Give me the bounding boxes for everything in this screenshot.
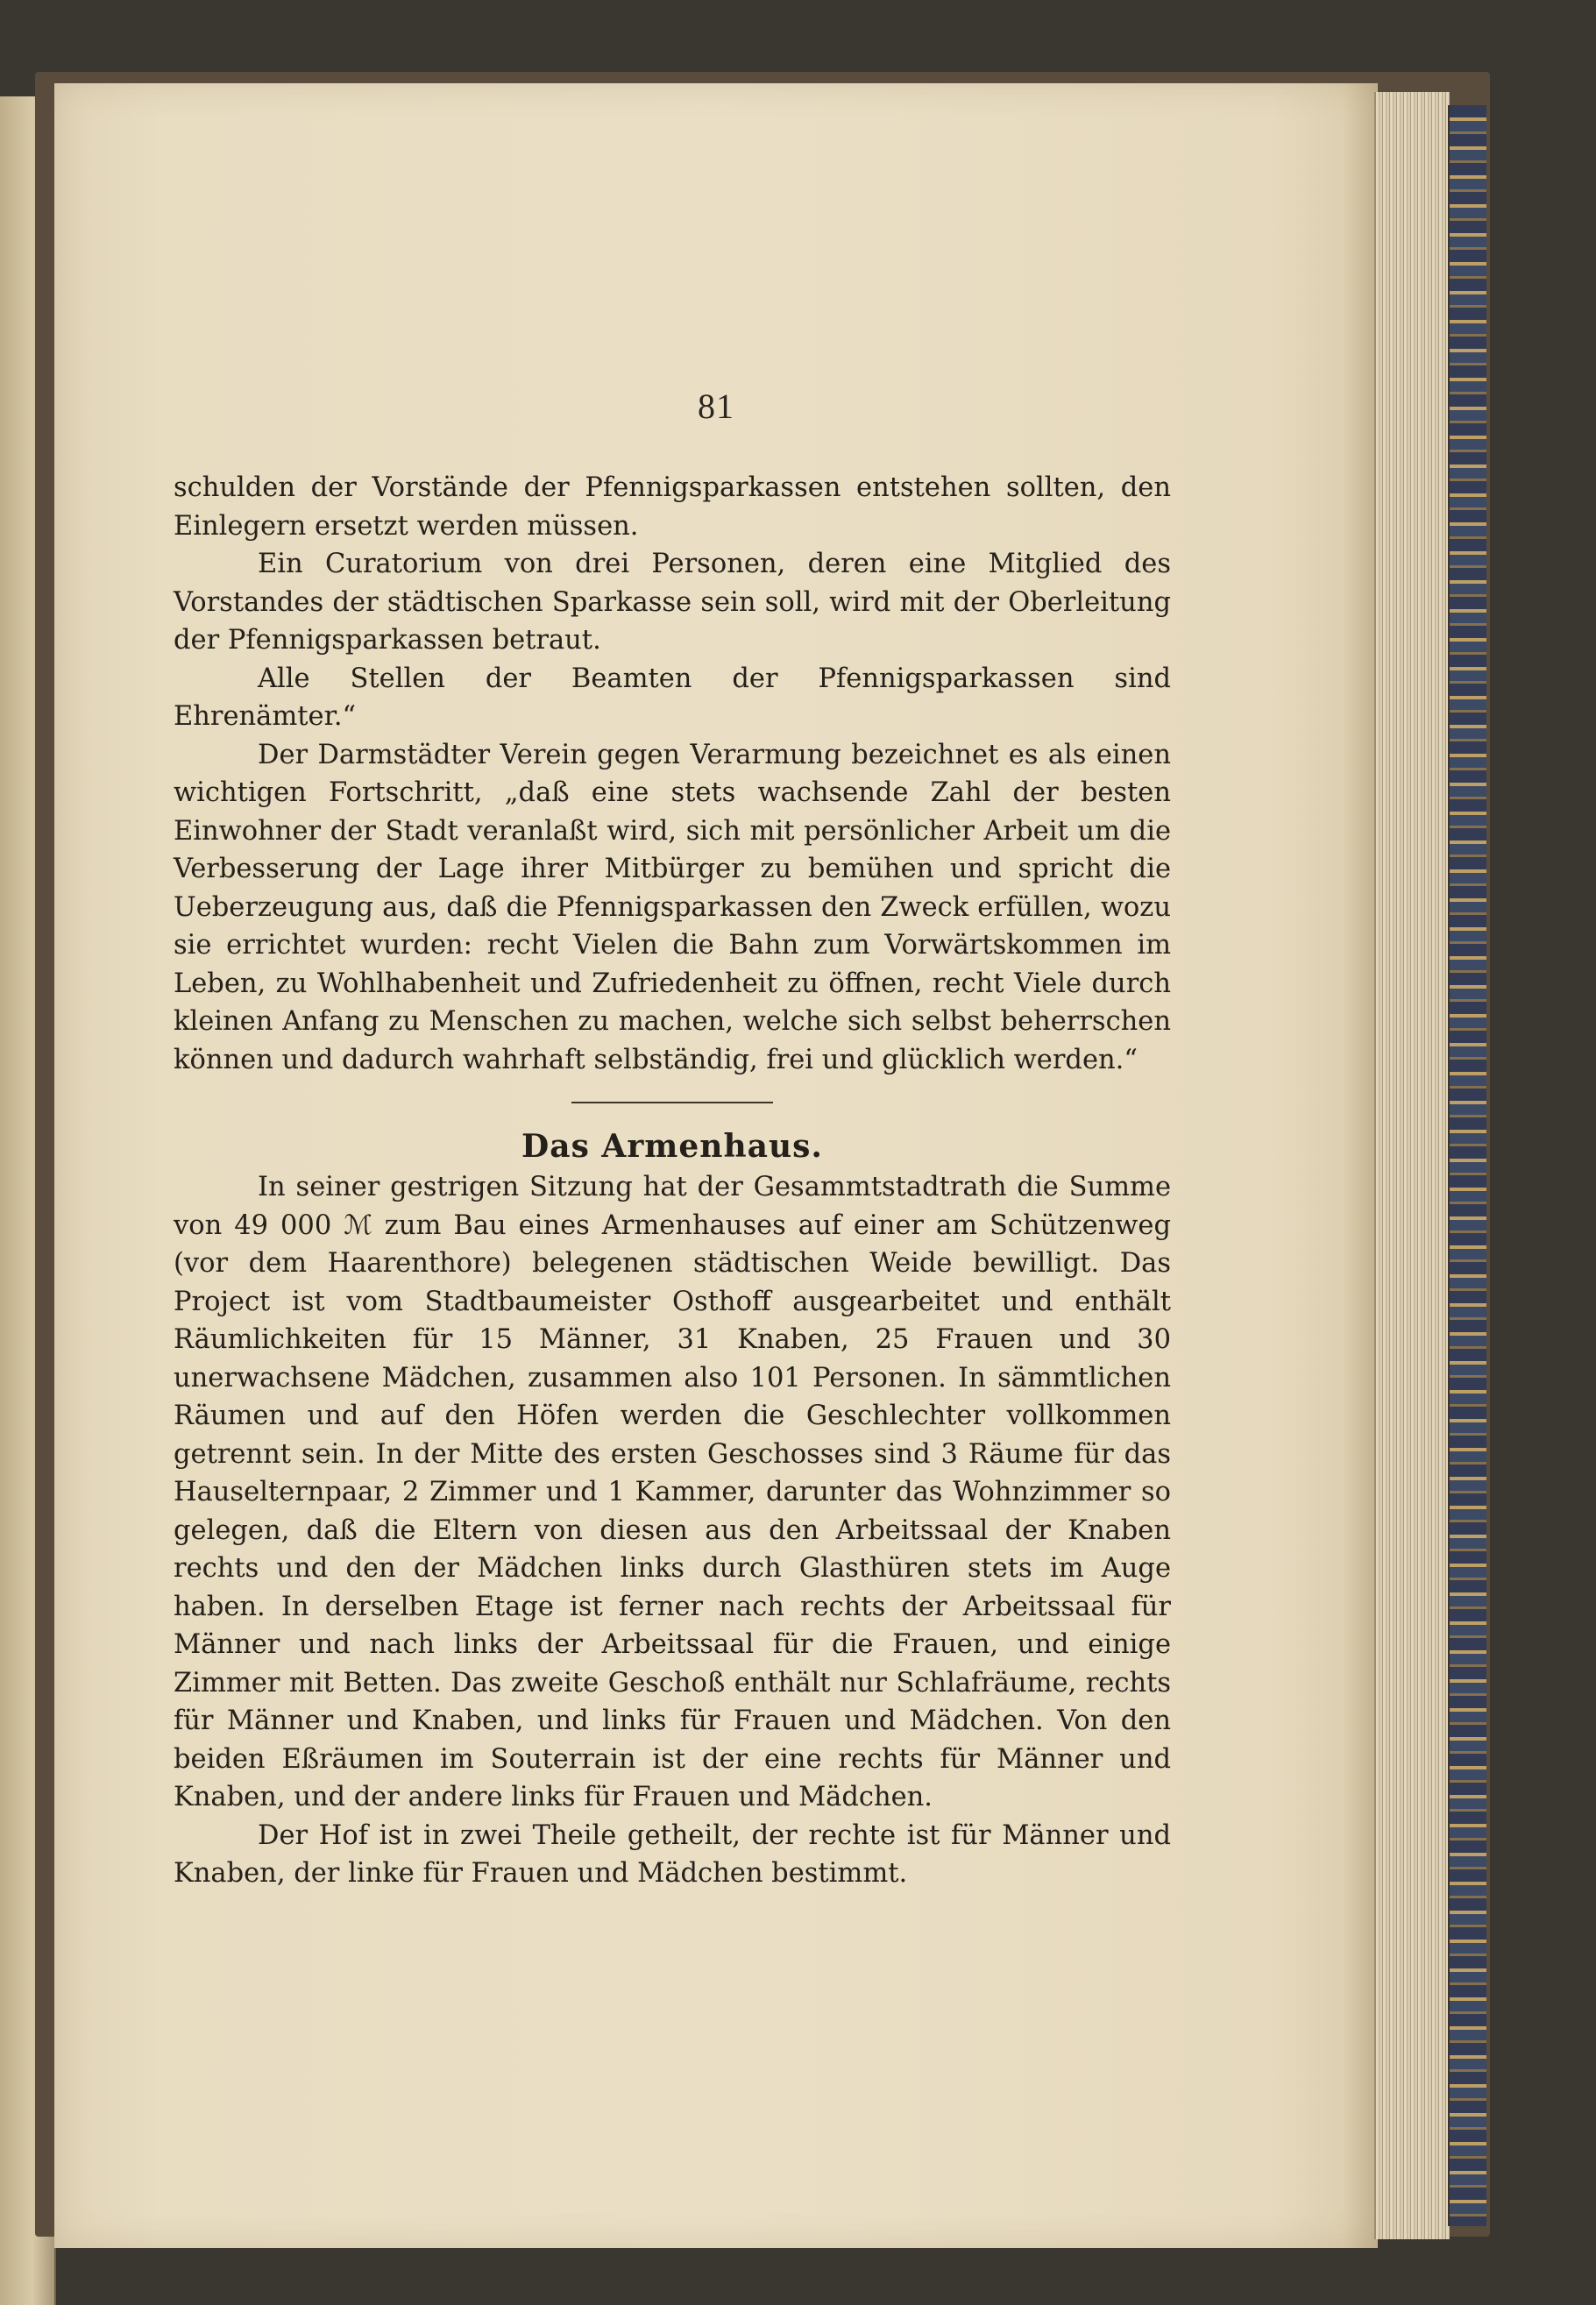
section-title: Das Armenhaus. <box>521 1128 823 1165</box>
paragraph: Der Hof ist in zwei Theile getheilt, der rechte ist für Männer und Knaben, der linke für Frauen und Mädchen bestimmt. <box>174 1819 1171 1889</box>
paragraph: Der Darmstädter Verein gegen Verarmung bezeichnet es als einen wichtigen Fortschritt, „daß eine stets wachsende Zahl der besten Einwohner der Stadt veranlaßt wird, sich mit persönlicher Arbeit um die Verbesserung der Lage ihrer Mitbürger zu bemühen und spricht die Ueberzeugung aus, daß die Pfennigsparkassen den Zweck erfüllen, wozu sie errichtet wurden: recht Vielen die Bahn zum Vorwärtskommen im Leben, zu Wohlhabenheit und Zufriedenheit zu öffnen, recht Viele durch kleinen Anfang zu Menschen zu machen, welche sich selbst beherrschen können und dadurch wahrhaft selbständig, frei und glücklich werden.“ <box>174 739 1171 1075</box>
paragraph: In seiner gestrigen Sitzung hat der Gesammtstadtrath die Summe von 49 000 ℳ zum Bau eines Armenhauses auf einer am Schützenweg (vor dem Haarenthore) belegenen städtischen Weide bewilligt. Das Project ist vom Stadtbaumeister Osthoff ausgearbeitet und enthält Räumlichkeiten für 15 Männer, 31 Knaben, 25 Frauen und 30 unerwachsene Mädchen, zusammen also 101 Personen. In sämmtlichen Räumen und auf den Höfen werden die Geschlechter vollkommen getrennt sein. In der Mitte des ersten Geschosses sind 3 Räume für das Hauselternpaar, 2 Zimmer und 1 Kammer, darunter das Wohnzimmer so gelegen, daß die Eltern von diesen aus den Arbeitssaal der Knaben rechts und den der Mädchen links durch Glasthüren stets im Auge haben. In derselben Etage ist ferner nach rechts der Arbeitssaal für Männer und nach links der Arbeitssaal für die Frauen, und einige Zimmer mit Betten. Das zweite Geschoß enthält nur Schlafräume, rechts für Männer und Knaben, und links für Frauen und Mädchen. Von den beiden Eßräumen im Souterrain ist der eine rechts für Männer und Knaben, und der andere links für Frauen und Mädchen. <box>174 1172 1171 1812</box>
book-binding-strip <box>1448 105 1486 2226</box>
paragraph: Alle Stellen der Beamten der Pfennigsparkassen sind Ehrenämter.“ <box>174 663 1171 732</box>
book-page <box>54 83 1378 2248</box>
page-text-block <box>174 469 1171 1893</box>
paragraphs-before-section <box>174 469 1171 1079</box>
page-number: 81 <box>698 387 734 426</box>
paragraphs-after-section <box>174 1168 1171 1893</box>
section-divider-rule <box>571 1102 773 1103</box>
paragraph: Ein Curatorium von drei Personen, deren eine Mitglied des Vorstandes der städtischen Sparkasse sein soll, wird mit der Oberleitung der Pfennigsparkassen betraut. <box>174 549 1171 656</box>
paragraph: schulden der Vorstände der Pfennigsparkassen entstehen sollten, den Einlegern ersetzt werden müssen. <box>174 472 1171 542</box>
page-edges-stack <box>1374 92 1450 2239</box>
